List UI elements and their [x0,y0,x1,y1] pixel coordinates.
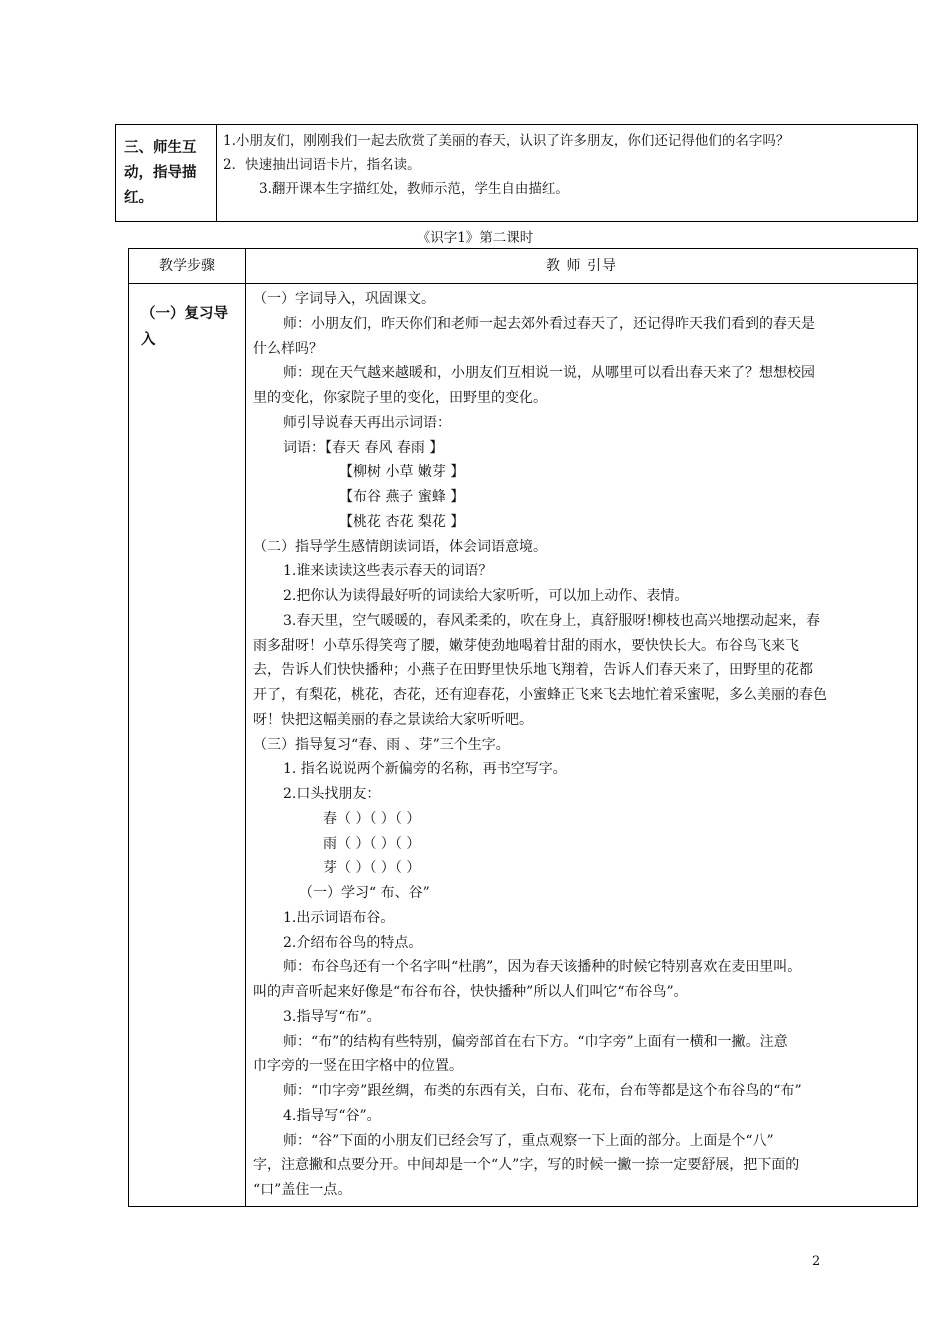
text-line: （二）指导学生感情朗读词语，体会词语意境。 [253,538,547,555]
step-label-line: 红。 [124,190,153,206]
text-line: 1. 指名说说两个新偏旁的名称，再书空写字。 [283,761,567,778]
header-divider [129,283,917,284]
text-line: 3.春天里，空气暖暖的，春风柔柔的，吹在身上，真舒服呀!柳枝也高兴地摆动起来，春 [283,612,820,629]
step-label-line: 三、师生互 [124,140,197,156]
text-line: 巾字旁的一竖在田字格中的位置。 [253,1058,463,1075]
lesson-table [128,248,918,1207]
word-line: 【柳树 小草 嫩芽 】 [339,464,465,481]
text-line: 1.小朋友们，刚刚我们一起去欣赏了美丽的春天，认识了许多朋友，你们还记得他们的名字吗？ [223,133,790,149]
text-line: （三）指导复习“春、雨 、芽”三个生字。 [253,736,510,753]
text-line: 师引导说春天再出示词语： [283,414,451,431]
text-line: 3.指导写“布”。 [283,1008,381,1025]
friend-line: 雨（ ）（ ）（ ） [323,835,421,852]
text-line: 4.指导写“谷”。 [283,1107,381,1124]
text-line: 2．快速抽出词语卡片，指名读。 [223,157,421,173]
text-line: （一）学习“ 布、谷” [299,885,430,901]
text-line: 字，注意撇和点要分开。中间却是一个“人”字，写的时候一撇一捺一定要舒展，把下面的 [253,1157,800,1174]
section-caption: 《识字1》第二课时 [416,230,534,246]
header-step: 教学步骤 [159,258,215,274]
text-line: 2.把你认为读得最好听的词读给大家听听，可以加上动作、表情。 [283,588,689,604]
text-line: 师：现在天气越来越暖和，小朋友们互相说一说，从哪里可以看出春天来了？想想校园 [283,365,815,382]
text-line: 2.口头找朋友： [283,786,381,802]
text-line: 什么样吗？ [253,340,323,357]
text-line: 师：小朋友们，昨天你们和老师一起去郊外看过春天了，还记得昨天我们看到的春天是 [283,315,815,332]
text-line: 师：布谷鸟还有一个名字叫“杜鹃”，因为春天该播种的时候它特别喜欢在麦田里叫。 [283,959,802,976]
page-number: 2 [812,1254,821,1269]
text-line: 2.介绍布谷鸟的特点。 [283,934,423,951]
text-line: 呀！快把这幅美丽的春之景读给大家听听吧。 [253,711,533,728]
top-table-step-cell [116,125,217,221]
step-label-line: 动，指导描 [124,165,197,181]
text-line: 叫的声音听起来好像是“布谷布谷，快快播种”所以人们叫它“布谷鸟”。 [253,984,688,1000]
header-guide: 教 师 引导 [546,258,617,274]
text-line: 师：“谷”下面的小朋友们已经会写了，重点观察一下上面的部分。上面是个“八” [283,1132,774,1149]
word-line: 【桃花 杏花 梨花 】 [339,513,465,530]
text-line: 开了，有梨花，桃花，杏花，还有迎春花，小蜜蜂正飞来飞去地忙着采蜜呢，多么美丽的春色 [253,687,827,703]
text-line: 去，告诉人们快快播种；小燕子在田野里快乐地飞翔着，告诉人们春天来了，田野里的花都 [253,662,813,679]
top-table-guide-cell [217,125,917,221]
step-label-line: （一）复习导 [141,306,228,322]
text-line: 3.翻开课本生字描红处，教师示范，学生自由描红。 [259,181,569,197]
top-table [115,124,918,222]
text-line: 师：“布”的结构有些特别，偏旁部首在右下方。“巾字旁”上面有一横和一撇。注意 [283,1033,788,1050]
step-cell [141,301,241,353]
column-divider [245,249,246,1206]
text-line: 师：“巾字旁”跟丝绸，布类的东西有关，白布、花布，台布等都是这个布谷鸟的“布” [283,1083,802,1099]
text-line: 1.谁来读读这些表示春天的词语？ [283,563,493,580]
text-line: 雨多甜呀！小草乐得笑弯了腰，嫩芽使劲地喝着甘甜的雨水，要快快长大。布谷鸟飞来飞 [253,637,799,654]
guide-cell [253,287,913,1203]
friend-line: 春（ ）（ ）（ ） [323,810,421,827]
friend-line: 芽（ ）（ ）（ ） [323,860,421,877]
step-label-line: 入 [141,332,156,348]
text-line: （一）字词导入，巩固课文。 [253,291,435,307]
text-line: 1.出示词语布谷。 [283,909,395,926]
word-line: 词语：【春天 春风 春雨 】 [283,439,444,456]
word-line: 【布谷 燕子 蜜蜂 】 [339,489,465,505]
text-line: 里的变化，你家院子里的变化，田野里的变化。 [253,390,547,406]
text-line: “口”盖住一点。 [253,1182,352,1198]
